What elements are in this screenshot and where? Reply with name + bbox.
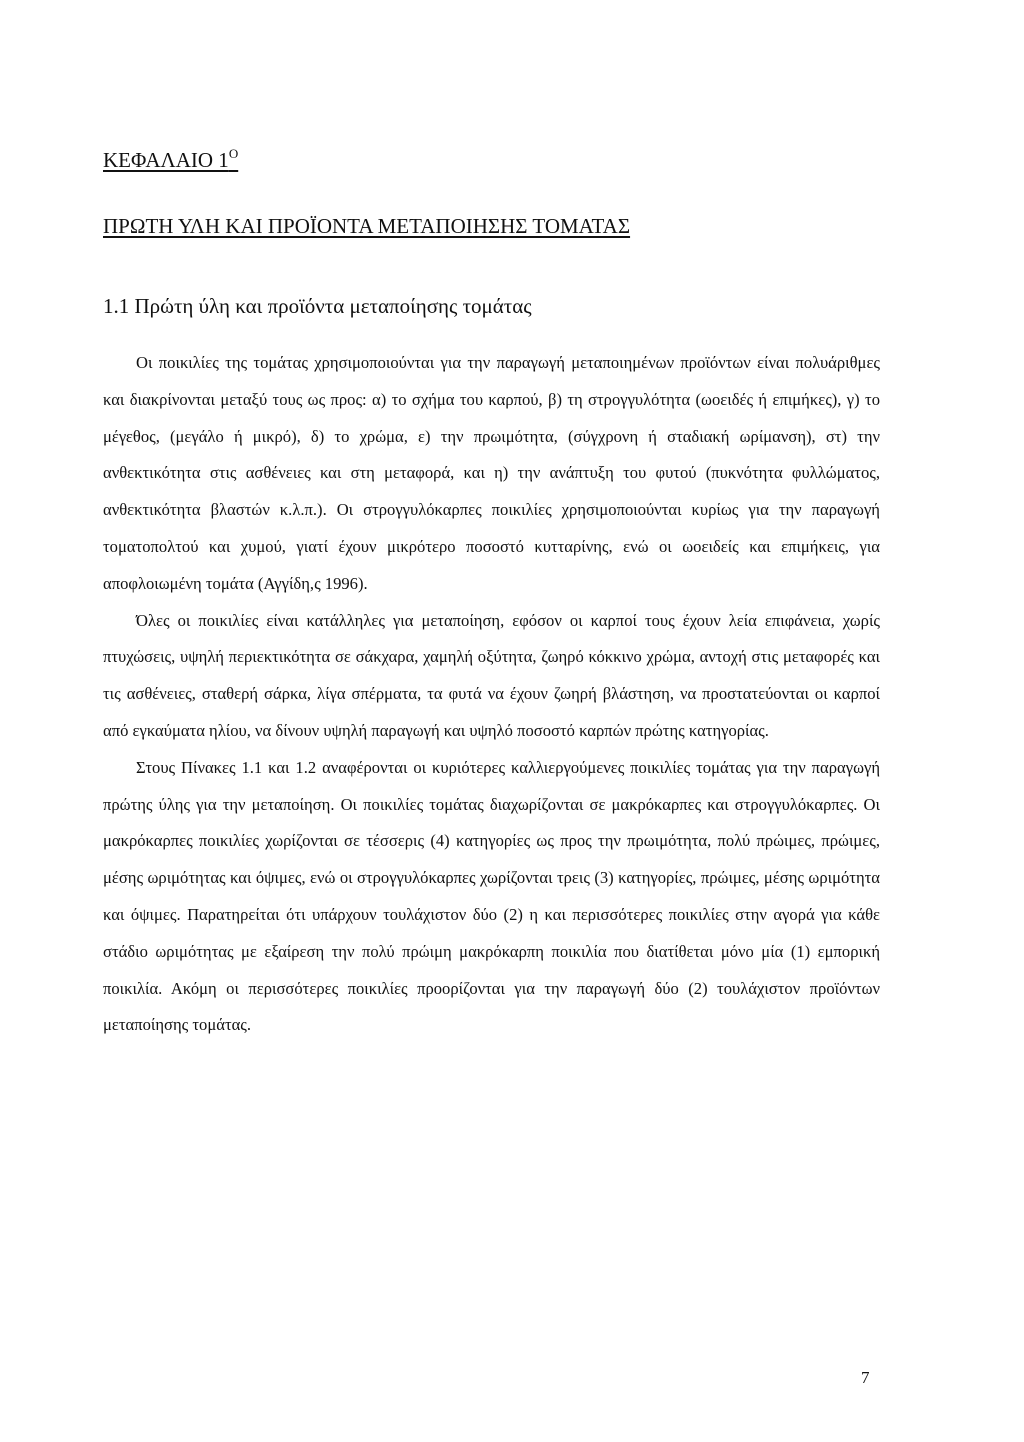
chapter-heading (103, 146, 238, 173)
chapter-label: ΚΕΦΑΛΑΙΟ 1 (103, 148, 229, 172)
page-number: 7 (861, 1368, 870, 1387)
chapter-superscript: Ο (228, 146, 239, 161)
section-title: ΠΡΩΤΗ ΥΛΗ ΚΑΙ ΠΡΟΪΟΝΤΑ ΜΕΤΑΠΟΙΗΣΗΣ ΤΟΜΑΤΑΣ (103, 214, 631, 238)
paragraph-2: Όλες οι ποικιλίες είναι κατάλληλες για μεταποίηση, εφόσον οι καρποί τους έχουν λεία επιφάνεια, χωρίς πτυχώσεις, υψηλή περιεκτικότητα σε σάκχαρα, χαμηλή οξύτητα, ζωηρό κόκκινο χρώμα, αντοχή στις μεταφορές και τις ασθένειες, σταθερή σάρκα, λίγα σπέρματα, τα φυτά να έχουν ζωηρή βλάστηση, να προστατεύονται οι καρποί από εγκαύματα ηλίου, να δίνουν υψηλή παραγωγή και υψηλό ποσοστό καρπών πρώτης κατηγορίας. (103, 610, 880, 740)
body-text (103, 345, 880, 1044)
paragraph-3: Στους Πίνακες 1.1 και 1.2 αναφέρονται οι κυριότερες καλλιεργούμενες ποικιλίες τομάτας για την παραγωγή πρώτης ύλης για την μεταποίηση. Οι ποικιλίες τομάτας διαχωρίζονται σε μακρόκαρπες και στρογγυλόκαρπες. Οι μακρόκαρπες ποικιλίες χωρίζονται σε τέσσερις (4) κατηγορίες ως προς την πρωιμότητα, πολύ πρώιμες, πρώιμες, μέσης ωριμότητας και όψιμες, ενώ οι στρογγυλόκαρπες χωρίζονται τρεις (3) κατηγορίες, πρώιμες, μέσης ωριμότητα και όψιμες. Παρατηρείται ότι υπάρχουν τουλάχιστον δύο (2) η και περισσότερες ποικιλίες στην αγορά για κάθε στάδιο ωριμότητας με εξαίρεση την πολύ πρώιμη μακρόκαρπη ποικιλία που διατίθεται μόνο μία (1) εμπορική ποικιλία. Ακόμη οι περισσότερες ποικιλίες προορίζονται για την παραγωγή δύο (2) τουλάχιστον προϊόντων μεταποίησης τομάτας. (103, 757, 880, 1035)
paragraph-1: Οι ποικιλίες της τομάτας χρησιμοποιούνται για την παραγωγή μεταποιημένων προϊόντων είναι πολυάριθμες και διακρίνονται μεταξύ τους ως προς: α) το σχήμα του καρπού, β) τη στρογγυλότητα (ωοειδές ή επιμήκες), γ) το μέγεθος, (μεγάλο ή μικρό), δ) το χρώμα, ε) την πρωιμότητα, (σύγχρονη ή σταδιακή ωρίμανση), στ) την ανθεκτικότητα στις ασθένειες και στη μεταφορά, και η) την ανάπτυξη του φυτού (πυκνότητα φυλλώματος, ανθεκτικότητα βλαστών κ.λ.π.). Οι στρογγυλόκαρπες ποικιλίες χρησιμοποιούνται κυρίως για την παραγωγή τοματοπολτού και χυμού, γιατί έχουν μικρότερο ποσοστό κυτταρίνης, ενώ οι ωοειδείς και επιμήκεις, για αποφλοιωμένη τομάτα (Αγγίδη,ς 1996). (103, 353, 880, 593)
subsection-title: 1.1 Πρώτη ύλη και προϊόντα μεταποίησης τομάτας (103, 294, 532, 318)
